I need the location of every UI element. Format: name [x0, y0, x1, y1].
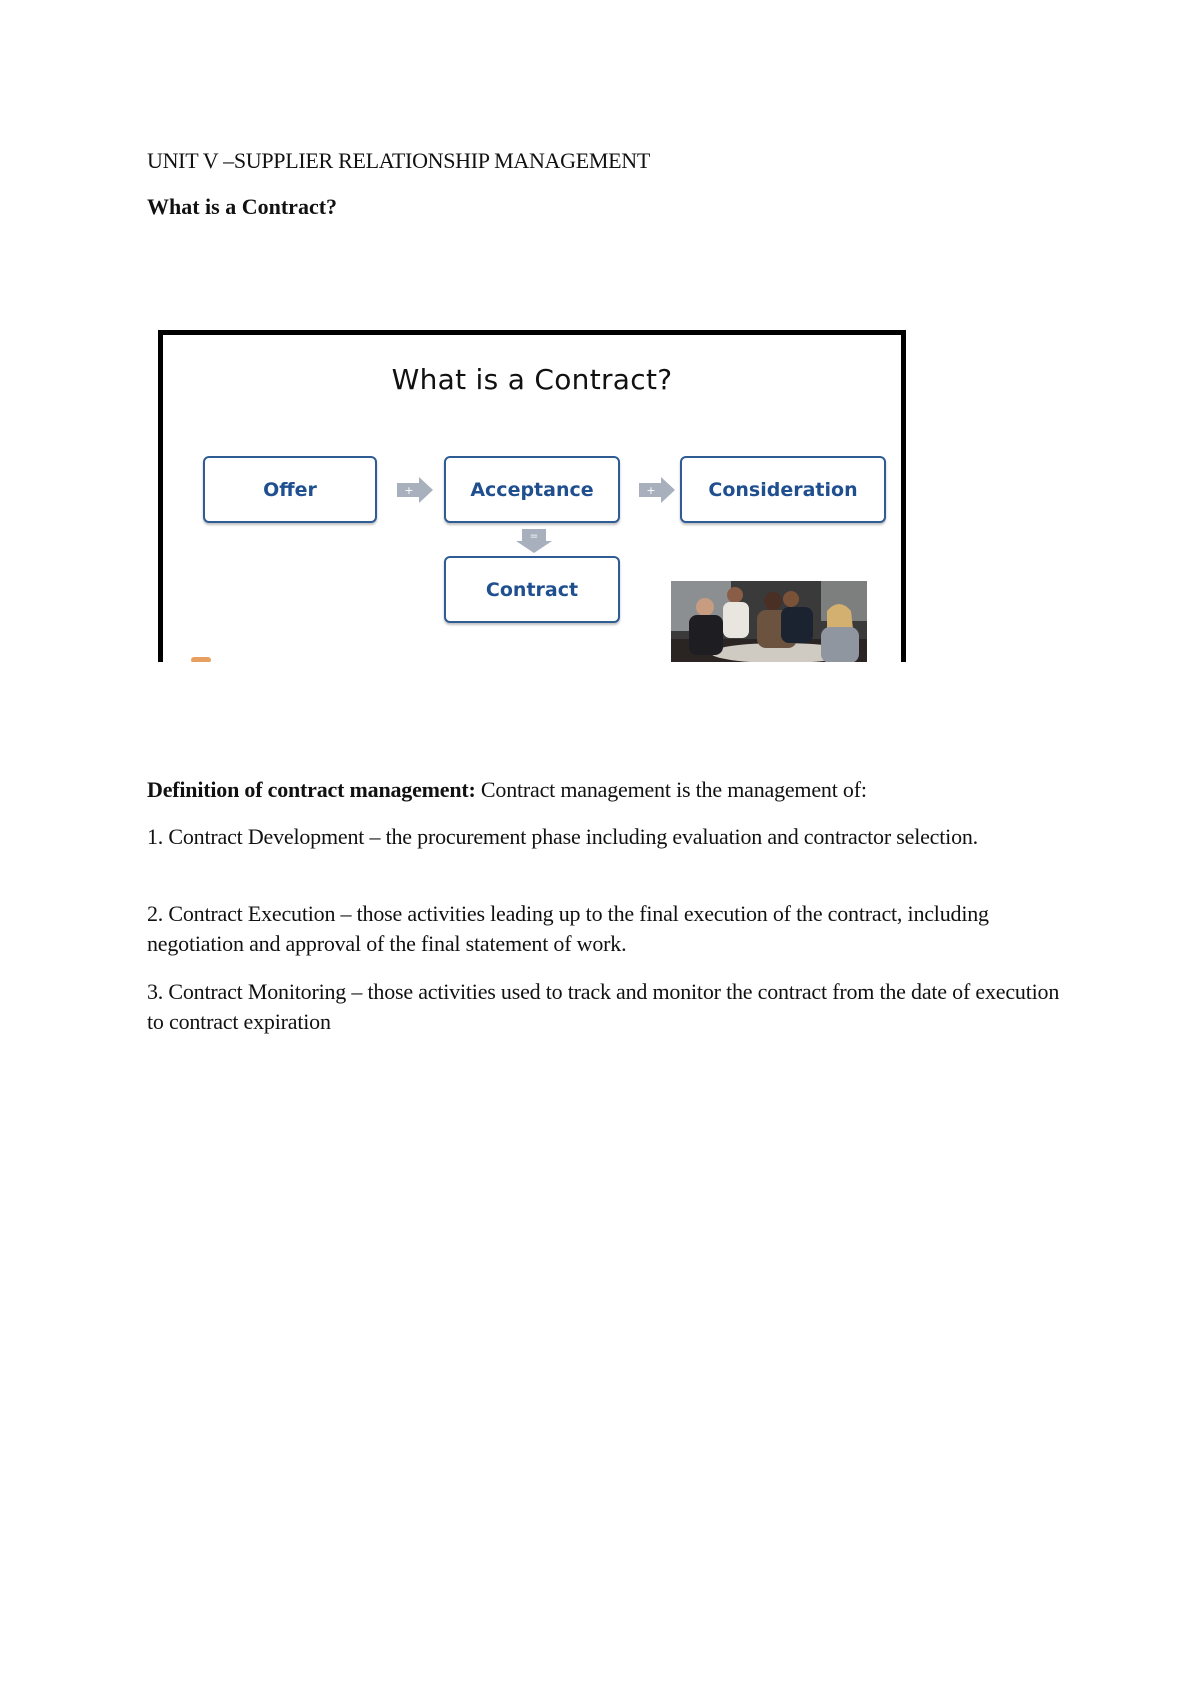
plus-symbol: + — [646, 484, 656, 497]
list-item: 1. Contract Development – the procurement phase including evaluation and contractor selection. — [147, 824, 978, 849]
contract-box — [444, 556, 620, 623]
definition-label: Definition of contract management: — [147, 777, 476, 802]
acceptance-label: Acceptance — [470, 478, 594, 501]
equals-arrow-down-icon — [516, 529, 552, 553]
offer-box — [203, 456, 377, 523]
plus-arrow-icon — [639, 477, 675, 503]
section-heading: What is a Contract? — [147, 194, 338, 219]
slide-title: What is a Contract? — [391, 363, 673, 396]
plus-arrow-icon — [397, 477, 433, 503]
equals-symbol: = — [529, 531, 539, 542]
decorative-mark — [191, 657, 211, 662]
plus-symbol: + — [404, 484, 414, 497]
consideration-label: Consideration — [708, 478, 858, 501]
consideration-box — [680, 456, 886, 523]
definition-paragraph — [147, 775, 1067, 805]
list-item: 2. Contract Execution – those activities leading up to the final execution of the contract, including negotiation and approval of the final statement of work. — [147, 901, 989, 956]
contract-label: Contract — [485, 578, 579, 601]
offer-label: Offer — [263, 478, 317, 501]
business-meeting-photo — [671, 581, 867, 662]
acceptance-box — [444, 456, 620, 523]
list-item: 3. Contract Monitoring – those activities used to track and monitor the contract from the date of execution to contract expiration — [147, 979, 1060, 1034]
contract-slide-image — [158, 330, 906, 662]
unit-title: UNIT V –SUPPLIER RELATIONSHIP MANAGEMENT — [147, 148, 650, 173]
definition-text: Contract management is the management of: — [475, 777, 867, 802]
